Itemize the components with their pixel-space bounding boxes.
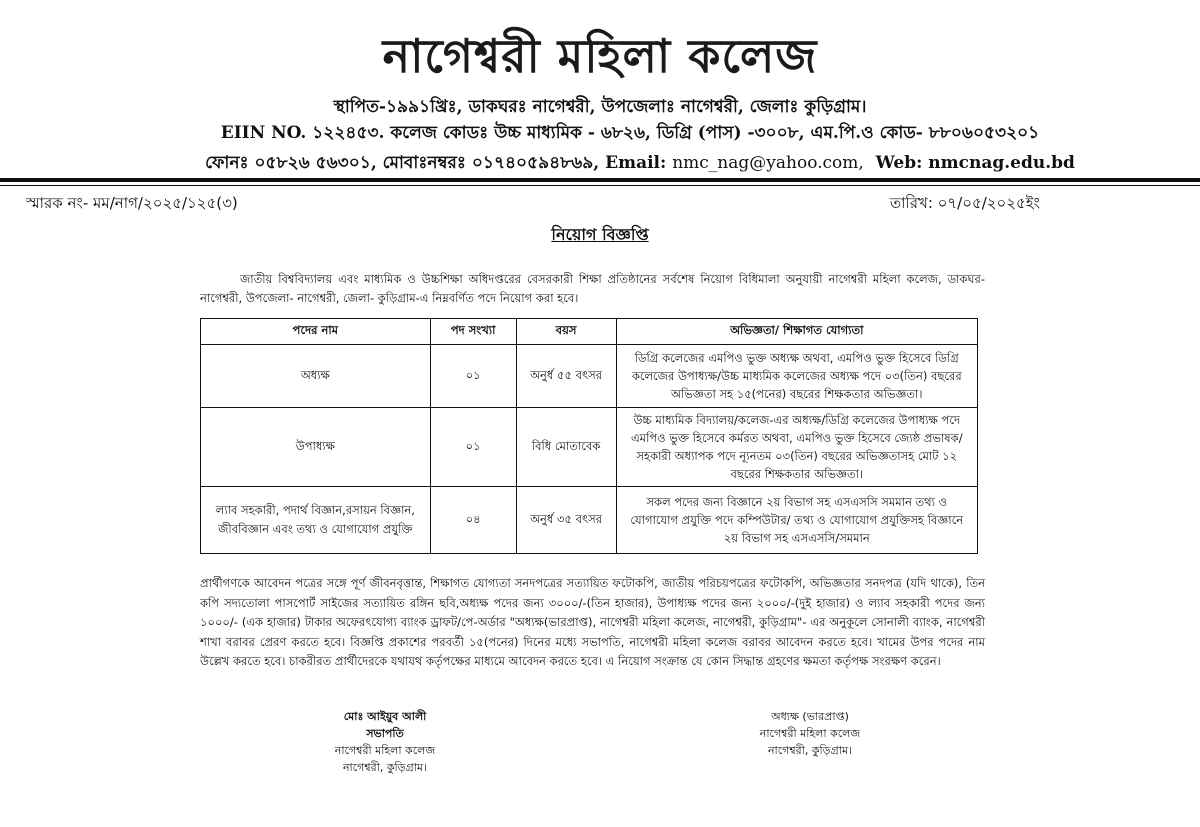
signature-principal: [710, 708, 910, 759]
posts-table: [200, 318, 978, 554]
table-row: [201, 345, 978, 408]
contact-email[interactable]: nmc_nag@yahoo.com,: [672, 153, 864, 173]
row-post: অধ্যক্ষ: [201, 345, 431, 408]
row-count: ০৪: [430, 487, 516, 554]
principal-institution: নাগেশ্বরী মহিলা কলেজ: [759, 727, 861, 740]
table-row: [201, 487, 978, 554]
row-post: ল্যাব সহকারী, পদার্থ বিজ্ঞান,রসায়ন বিজ্ঞান, জীববিজ্ঞান এবং তথ্য ও যোগাযোগ প্রযুক্তি: [201, 487, 431, 554]
header-rule-thick: [0, 178, 1200, 182]
row-count: ০১: [430, 345, 516, 408]
chairman-location: নাগেশ্বরী, কুড়িগ্রাম।: [342, 761, 428, 774]
principal-location: নাগেশ্বরী, কুড়িগ্রাম।: [767, 744, 853, 757]
header-rule-thin: [0, 185, 1200, 186]
principal-designation: অধ্যক্ষ (ভারপ্রাপ্ত): [771, 710, 849, 723]
header-count: পদ সংখ্যা: [430, 319, 516, 345]
notice-title: নিয়োগ বিজ্ঞপ্তি: [551, 225, 649, 244]
header-qualification: অভিজ্ঞতা/ শিক্ষাগত যোগ্যতা: [616, 319, 977, 345]
contact-web-label: Web:: [875, 153, 923, 173]
row-qualification: সকল পদের জন্য বিজ্ঞানে ২য় বিভাগ সহ এসএসসি সমমান তথ্য ও যোগাযোগ প্রযুক্তি পদে কম্পিউটার/ তথ্য ও যোগাযোগ প্রযুক্তিসহ বিজ্ঞানে ২য় বিভাগ সহ এসএসসি/সমমান: [616, 487, 977, 554]
row-age: বিধি মোতাবেক: [516, 408, 616, 487]
contact-line: [150, 150, 1130, 178]
row-qualification: উচ্চ মাধ্যমিক বিদ্যালয়/কলেজ-এর অধ্যক্ষ/ডিগ্রি কলেজের উপাধ্যক্ষ পদে এমপিও ভুক্ত হিসেবে কর্মরত অথবা, এমপিও ভুক্ত হিসেবে জ্যেষ্ঠ প্রভাষক/সহকারী অধ্যাপক পদে ন্যূনতম ০৩(তিন) বছরের অভিজ্ঞতাসহ মোট ১২ বছরের শিক্ষকতার অভিজ্ঞতা।: [616, 408, 977, 487]
contact-phone: ফোনঃ ০৫৮২৬ ৫৬৩০১, মোবাঃনম্বরঃ ০১৭৪০৫৯৪৮৬৯, Email:: [205, 153, 673, 173]
row-count: ০১: [430, 408, 516, 487]
row-qualification: ডিগ্রি কলেজের এমপিও ভুক্ত অধ্যক্ষ অথবা, এমপিও ভুক্ত হিসেবে ডিগ্রি কলেজের উপাধ্যক্ষ/উচ্চ মাধ্যমিক কলেজের অধ্যক্ষ পদে ০৩(তিন) বছরের অভিজ্ঞতা সহ ১৫(পনের) বছরের শিক্ষকতার অভিজ্ঞতা।: [616, 345, 977, 408]
row-age: অনুর্ধ ৩৫ বৎসর: [516, 487, 616, 554]
contact-web[interactable]: nmcnag.edu.bd: [928, 153, 1075, 173]
header-post: পদের নাম: [201, 319, 431, 345]
memo-date: তারিখ: ০৭/০৫/২০২৫ইং: [889, 194, 1040, 212]
eiin-line: EIIN NO. ১২২৪৫৩. কলেজ কোডঃ উচ্চ মাধ্যমিক - ৬৮২৬, ডিগ্রি (পাস) -৩০০৮, এম.পি.ও কোড- ৮৮০৬০৫৩২০১: [220, 123, 1040, 143]
application-instructions: প্রার্থীগণকে আবেদন পত্রের সঙ্গে পূর্ণ জীবনবৃত্তান্ত, শিক্ষাগত যোগ্যতা সনদপত্রের সত্যায়িত ফটোকপি, জাতীয় পরিচয়পত্রের ফটোকপি, অভিজ্ঞতার সনদপত্র (যদি থাকে), তিন কপি সদ্যতোলা পাসপোর্ট সাইজের সত্যায়িত রঙ্গিন ছবি,অধ্যক্ষ পদের জন্য ৩০০০/-(তিন হাজার), উপাধ্যক্ষ পদের জন্য ২০০০/-(দুই হাজার) ও ল্যাব সহকারী পদের জন্য ১০০০/- (এক হাজার) টাকার অফেরৎযোগ্য ব্যাংক ড্রাফট/পে-অর্ডার "অধ্যক্ষ(ভারপ্রাপ্ত), নাগেশ্বরী মহিলা কলেজ, নাগেশ্বরী, কুড়িগ্রাম"- এর অনুকূলে সোনালী ব্যাংক, নাগেশ্বরী শাখা বরাবর প্রেরণ করতে হবে। বিজ্ঞপ্তি প্রকাশের পরবর্তী ১৫(পনের) দিনের মধ্যে সভাপতি, নাগেশ্বরী মহিলা কলেজ বরাবর আবেদন করতে হবে। খামের উপর পদের নাম উল্লেখ করতে হবে। চাকরীরত প্রার্থীদেরকে যথাযথ কর্তৃপক্ষের মাধ্যমে আবেদন করতে হবে। এ নিয়োগ সংক্রান্ত যে কোন সিদ্ধান্ত গ্রহণের ক্ষমতা কর্তৃপক্ষ সংরক্ষণ করেন।: [200, 576, 985, 668]
table-row: [201, 408, 978, 487]
header-age: বয়স: [516, 319, 616, 345]
row-age: অনুর্ধ ৫৫ বৎসর: [516, 345, 616, 408]
table-header-row: [201, 319, 978, 345]
signature-chairman: [290, 708, 480, 776]
chairman-institution: নাগেশ্বরী মহিলা কলেজ: [334, 744, 436, 757]
chairman-designation: সভাপতি: [366, 727, 404, 740]
college-name: নাগেশ্বরী মহিলা কলেজ: [382, 29, 818, 83]
row-post: উপাধ্যক্ষ: [201, 408, 431, 487]
memo-reference: স্মারক নং- মম/নাগ/২০২৫/১২৫(৩): [26, 194, 238, 212]
established-line: স্থাপিত-১৯৯১খ্রিঃ, ডাকঘরঃ নাগেশ্বরী, উপজেলাঃ নাগেশ্বরী, জেলাঃ কুড়িগ্রাম।: [333, 97, 867, 117]
chairman-name: মোঃ আইয়ুব আলী: [343, 710, 427, 723]
intro-paragraph: জাতীয় বিশ্ববিদ্যালয় এবং মাধ্যমিক ও উচ্চশিক্ষা অধিদপ্তরের বেসরকারী শিক্ষা প্রতিষ্ঠানের সর্বশেষ নিয়োগ বিধিমালা অনুযায়ী নাগেশ্বরী মহিলা কলেজ, ডাকঘর- নাগেশ্বরী, উপজেলা- নাগেশ্বরী, জেলা- কুড়িগ্রাম-এ নিম্নবর্ণিত পদে নিয়োগ করা হবে।: [200, 272, 985, 305]
